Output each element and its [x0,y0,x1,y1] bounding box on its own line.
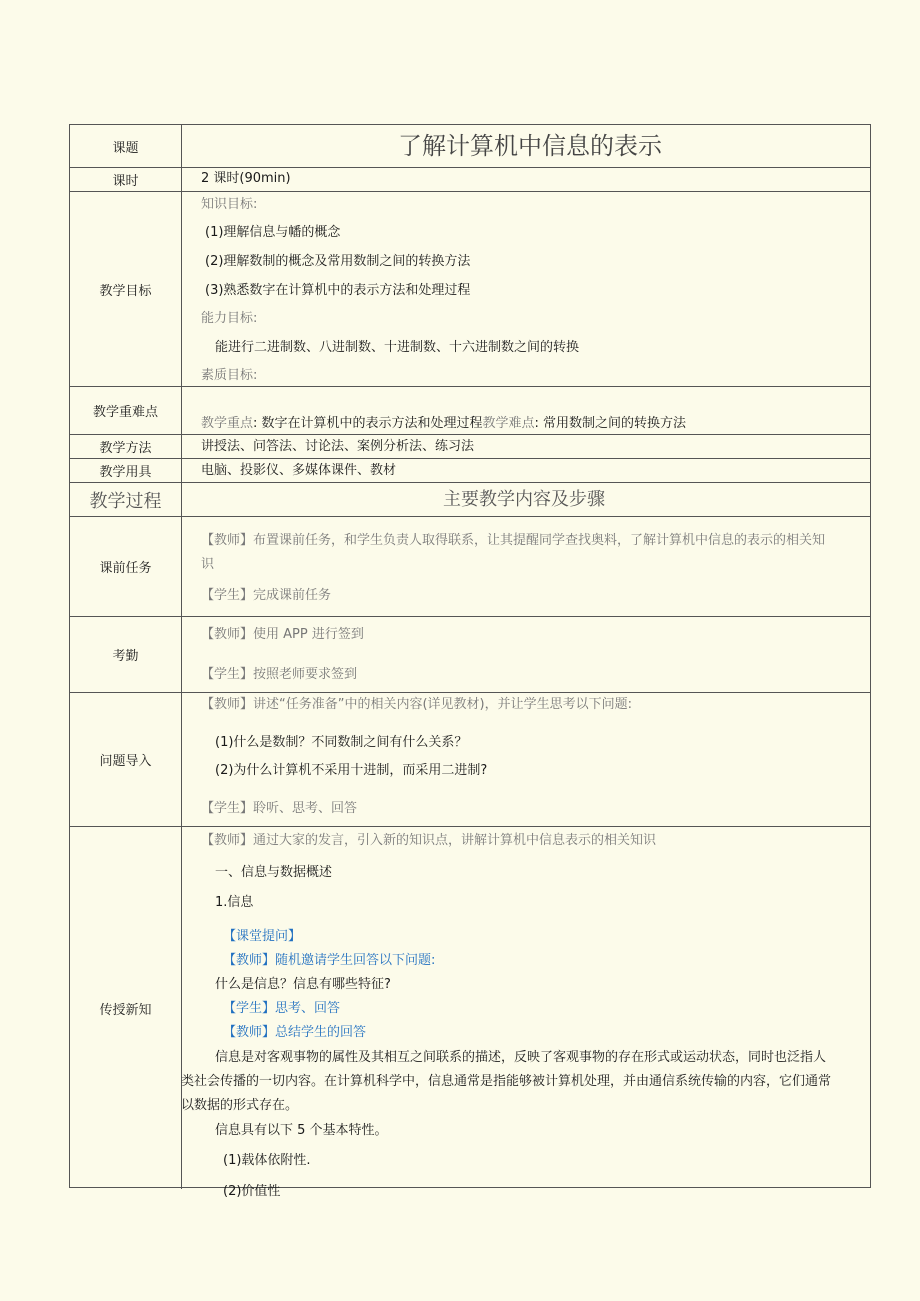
quality-goal-title: 素质目标: [201,368,258,383]
knowledge-goal-item: (1)理解信息与幡的概念 [205,225,341,240]
key-point-label: 教学重点 [201,416,254,431]
subsection-heading: 1.信息 [215,895,254,910]
list-item: (2)价值性 [223,1184,281,1199]
row-attendance [70,617,870,693]
knowledge-goal-item: (2)理解数制的概念及常用数制之间的转换方法 [205,254,471,269]
label-topic: 课题 [70,125,182,167]
intro-student-line: 【学生】聆听、思考、回答 [201,801,358,816]
paragraph-line: 信息是对客观事物的属性及其相互之间联系的描述，反映了客观事物的存在形式或运动状态，同时也泛指人 [215,1050,827,1065]
label-hours: 课时 [70,168,182,191]
question-line: 什么是信息？信息有哪些特征? [215,977,391,992]
row-keypoints [70,387,870,435]
intro-question: (1)什么是数制？不同数制之间有什么关系？ [215,735,468,750]
ability-goal-title: 能力目标: [201,311,258,326]
knowledge-goal-item: (3)熟悉数字在计算机中的表示方法和处理过程 [205,283,471,298]
newknow-teacher-line: 【教师】通过大家的发言，引入新的知识点，讲解计算机中信息表示的相关知识 [201,833,657,848]
intro-question: (2)为什么计算机不采用十进制，而采用二进制? [215,763,488,778]
label-goals: 教学目标 [70,192,182,386]
difficulty-label: 教学难点 [482,416,535,431]
keypoints-text [201,415,686,433]
pretask-teacher-line: 【教师】布置课前任务，和学生负责人取得联系，让其提醒同学查找奥料，了解计算机中信息的表示的相关知 [201,533,826,548]
process-header-left: 教学过程 [70,483,182,516]
label-pretask: 课前任务 [70,517,182,616]
knowledge-goal-title: 知识目标: [201,197,258,212]
label-tools: 教学用具 [70,459,182,482]
list-item: (1)载体依附性. [223,1153,311,1168]
label-methods: 教学方法 [70,435,182,458]
pretask-student-line: 【学生】完成课前任务 [201,588,332,603]
row-new-knowledge [70,827,870,1199]
attendance-student-line: 【学生】按照老师要求签到 [201,667,358,682]
difficulty-text: : 常用数制之间的转换方法 [534,416,687,431]
hours-value: 2 课时(90min) [201,171,291,186]
paragraph-line: 类社会传播的一切内容。在计算机科学中，信息通常是指能够被计算机处理，并由通信系统传输的内容，它们通常 [181,1074,832,1089]
row-pretask [70,517,870,617]
class-question-tag: 【课堂提问】 [223,929,302,944]
pretask-teacher-line: 识 [201,557,215,572]
lesson-title: 了解计算机中信息的表示 [398,132,662,160]
row-intro [70,693,870,827]
row-topic [70,125,870,168]
label-intro: 问题导入 [70,693,182,826]
label-new-knowledge: 传授新知 [70,827,182,1189]
row-process-header [70,483,870,517]
paragraph-line: 以数据的形式存在。 [181,1098,299,1113]
methods-value: 讲授法、问答法、讨论法、案例分析法、练习法 [201,439,475,454]
section-heading: 一、信息与数据概述 [215,865,333,880]
key-point-text: : 数字在计算机中的表示方法和处理过程 [253,416,483,431]
paragraph-line: 信息具有以下 5 个基本特性。 [215,1123,388,1138]
row-goals [70,192,870,387]
lesson-plan-table [69,124,871,1199]
attendance-teacher-line: 【教师】使用 APP 进行签到 [201,627,364,642]
row-tools [70,459,870,483]
process-header-right: 主要教学内容及步骤 [443,489,605,510]
label-keypoints: 教学重难点 [70,387,182,434]
tools-value: 电脑、投影仪、多媒体课件、教材 [201,463,397,478]
row-hours [70,168,870,192]
intro-teacher-line: 【教师】讲述“任务准备”中的相关内容(详见教材)，并让学生思考以下问题: [201,697,632,712]
student-answer-line: 【学生】思考、回答 [223,1001,341,1016]
ability-goal-item: 能进行二进制数、八进制数、十进制数、十六进制数之间的转换 [215,340,580,355]
row-methods [70,435,870,459]
label-attendance: 考勤 [70,617,182,692]
teacher-ask-line: 【教师】随机邀请学生回答以下问题: [223,953,436,968]
teacher-summary-line: 【教师】总结学生的回答 [223,1025,367,1040]
